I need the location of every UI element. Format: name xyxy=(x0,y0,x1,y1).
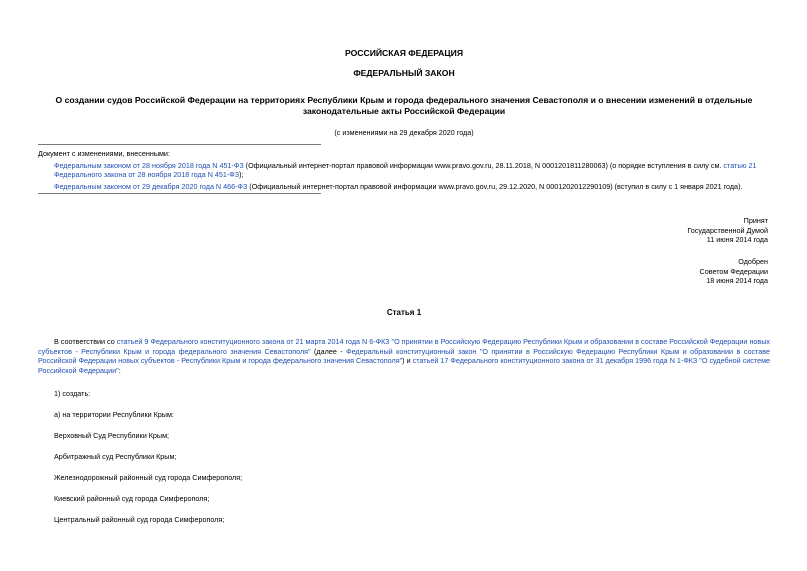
doc-type-heading: ФЕДЕРАЛЬНЫЙ ЗАКОН xyxy=(353,68,455,78)
list-item: 1) создать: xyxy=(54,389,91,398)
change-link-2[interactable]: Федеральным законом от 29 декабря 2020 года N 466-ФЗ xyxy=(54,181,248,191)
law-link-2[interactable]: Федеральный конституционный закон "О принятии в Российскую Федерацию Республики Крым и образовании в составе Российской Федерации новых субъектов - Республики Крым и города федерального значения Севастополя" xyxy=(38,346,770,365)
list-item: Киевский районный суд города Симферополя; xyxy=(54,494,210,503)
law-link-1[interactable]: статьей 9 Федерального конституционного закона от 21 марта 2014 года N 6-ФКЗ "О принятии в Российскую Федерацию Республики Крым и образовании в составе Российской Федерации новых субъектов - Республики Крым и города федерального значения Севастополя" xyxy=(38,337,770,356)
top-divider xyxy=(38,144,321,145)
approved-date: 18 июня 2014 года xyxy=(706,276,768,285)
accepted-line-2: Государственной Думой xyxy=(687,225,768,235)
list-item: Центральный районный суд города Симферополя; xyxy=(54,515,225,524)
list-item: Арбитражный суд Республики Крым; xyxy=(54,452,177,461)
para-end: : xyxy=(118,365,121,375)
bottom-divider xyxy=(38,193,321,194)
change-link-1[interactable]: Федеральным законом от 28 ноября 2018 года N 451-ФЗ xyxy=(54,160,244,170)
para-mid2: ) и xyxy=(402,356,413,365)
change-item xyxy=(38,182,770,192)
change-item xyxy=(38,161,770,180)
changes-block xyxy=(38,149,770,193)
approved-line-1: Одобрен xyxy=(738,257,768,266)
change-link-1b[interactable]: статью 21 Федерального закона от 28 ноября 2018 года N 451-ФЗ xyxy=(54,160,757,179)
approved-line-2: Советом Федерации xyxy=(699,266,768,276)
document-title: О создании судов Российской Федерации на территориях Республики Крым и города федерального значения Севастополя и о внесении изменений в отдельные законодательные акты Российской Федерации xyxy=(55,95,753,117)
change-text-2: (Официальный интернет-портал правовой информации www.pravo.gov.ru, 29.12.2020, N 0001202012290109) (вступил в силу с 1 января 2021 года). xyxy=(247,181,743,191)
para-mid: (далее - xyxy=(310,346,347,356)
law-link-3[interactable]: статьей 17 Федерального конституционного закона от 31 декабря 1996 года N 1-ФКЗ "О судебной системе Российской Федерации" xyxy=(38,356,771,375)
country-heading: РОССИЙСКАЯ ФЕДЕРАЦИЯ xyxy=(344,48,464,58)
list-item: а) на территории Республики Крым: xyxy=(54,410,174,419)
change-text-1: (Официальный интернет-портал правовой информации www.pravo.gov.ru, 28.11.2018, N 0001201811280063) (о порядке вступления в силу см. xyxy=(243,160,724,170)
change-tail-1: ); xyxy=(239,170,244,179)
article-title: Статья 1 xyxy=(386,308,422,317)
changes-intro: Документ с изменениями, внесенными: xyxy=(38,149,170,158)
edition-note: (с изменениями на 29 декабря 2020 года) xyxy=(334,128,474,137)
para-start: В соответствии со xyxy=(54,337,117,346)
list-item: Железнодорожный районный суд города Симферополя; xyxy=(54,473,243,482)
approved-block xyxy=(700,257,768,286)
accepted-date: 11 июня 2014 года xyxy=(706,235,768,244)
accepted-block xyxy=(687,216,768,245)
article-paragraph xyxy=(38,337,770,375)
list-item: Верховный Суд Республики Крым; xyxy=(54,431,170,440)
accepted-line-1: Принят xyxy=(743,216,768,225)
